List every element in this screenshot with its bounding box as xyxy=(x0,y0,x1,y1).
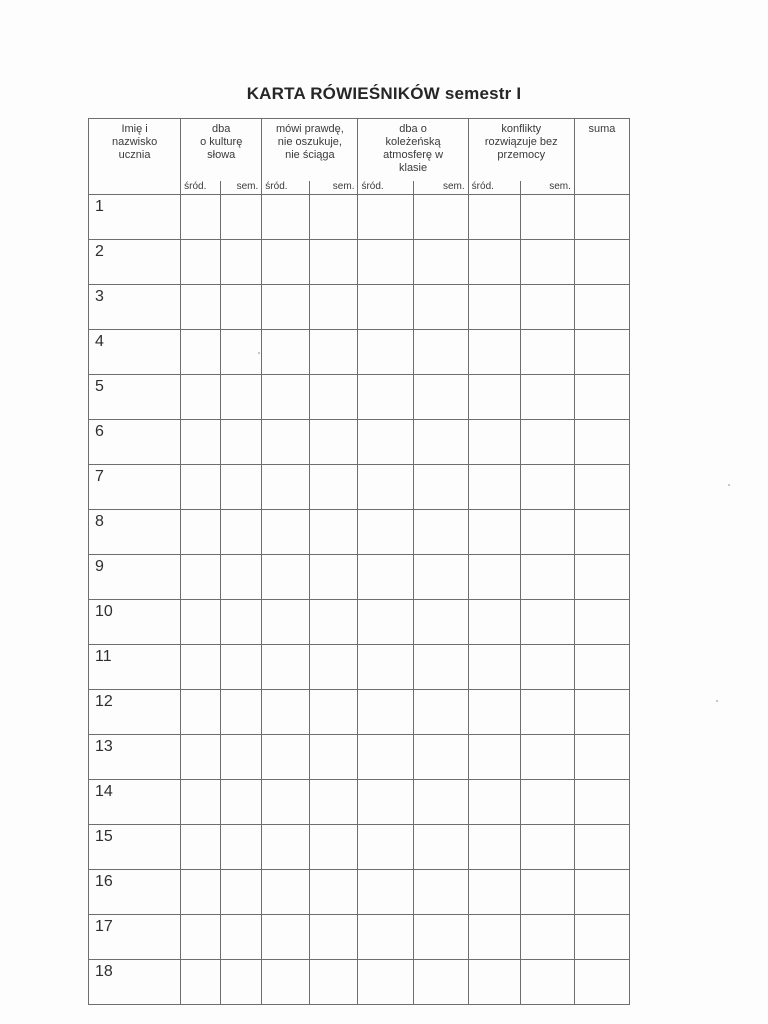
grade-cell[interactable] xyxy=(310,735,358,780)
grade-cell[interactable] xyxy=(310,690,358,735)
row-number: 9 xyxy=(89,555,181,600)
grade-cell[interactable] xyxy=(181,285,221,330)
grade-cell[interactable] xyxy=(468,510,520,555)
table-row xyxy=(89,735,630,780)
header-criterion-speech-culture: dba o kulturę słowa xyxy=(181,119,262,182)
grade-cell[interactable] xyxy=(413,600,468,645)
grade-cell[interactable] xyxy=(262,915,310,960)
table-row xyxy=(89,330,630,375)
row-number: 1 xyxy=(89,195,181,240)
grade-cell[interactable] xyxy=(262,825,310,870)
grade-cell[interactable] xyxy=(221,465,262,510)
grade-cell[interactable] xyxy=(468,555,520,600)
row-number: 12 xyxy=(89,690,181,735)
grade-cell[interactable] xyxy=(520,555,574,600)
grade-cell[interactable] xyxy=(413,330,468,375)
row-number: 8 xyxy=(89,510,181,555)
grade-cell[interactable] xyxy=(221,240,262,285)
grade-cell[interactable] xyxy=(413,825,468,870)
header-criterion-class-atmosphere: dba o koleżeńską atmosferę w klasie xyxy=(358,119,468,182)
grade-cell[interactable] xyxy=(413,690,468,735)
grade-cell[interactable] xyxy=(181,915,221,960)
grade-cell[interactable] xyxy=(468,825,520,870)
table-row xyxy=(89,600,630,645)
grade-cell[interactable] xyxy=(262,240,310,285)
grade-cell[interactable] xyxy=(358,420,413,465)
table-row xyxy=(89,195,630,240)
row-number: 17 xyxy=(89,915,181,960)
scan-speck xyxy=(716,700,718,702)
grade-cell[interactable] xyxy=(221,690,262,735)
row-number: 13 xyxy=(89,735,181,780)
grade-cell[interactable] xyxy=(358,330,413,375)
grade-cell[interactable] xyxy=(310,915,358,960)
grade-cell[interactable] xyxy=(358,510,413,555)
grade-cell[interactable] xyxy=(358,240,413,285)
grade-cell[interactable] xyxy=(221,870,262,915)
grade-cell[interactable] xyxy=(468,960,520,1005)
sum-cell[interactable] xyxy=(574,375,629,420)
grade-cell[interactable] xyxy=(520,195,574,240)
row-number: 7 xyxy=(89,465,181,510)
grade-cell[interactable] xyxy=(358,870,413,915)
grade-cell[interactable] xyxy=(413,645,468,690)
grade-cell[interactable] xyxy=(262,375,310,420)
sum-cell[interactable] xyxy=(574,465,629,510)
row-number: 3 xyxy=(89,285,181,330)
row-number: 5 xyxy=(89,375,181,420)
grade-cell[interactable] xyxy=(468,375,520,420)
grade-cell[interactable] xyxy=(358,195,413,240)
sum-cell[interactable] xyxy=(574,735,629,780)
table-row xyxy=(89,645,630,690)
grade-cell[interactable] xyxy=(221,510,262,555)
grade-cell[interactable] xyxy=(520,825,574,870)
grade-cell[interactable] xyxy=(181,645,221,690)
grade-cell[interactable] xyxy=(181,825,221,870)
grade-cell[interactable] xyxy=(358,915,413,960)
grade-cell[interactable] xyxy=(468,600,520,645)
sum-cell[interactable] xyxy=(574,195,629,240)
grade-cell[interactable] xyxy=(468,690,520,735)
student-rows xyxy=(89,195,630,1005)
table-row xyxy=(89,420,630,465)
grade-cell[interactable] xyxy=(413,735,468,780)
grade-cell[interactable] xyxy=(468,240,520,285)
row-number: 4 xyxy=(89,330,181,375)
grade-cell[interactable] xyxy=(413,195,468,240)
grade-cell[interactable] xyxy=(520,735,574,780)
sum-cell[interactable] xyxy=(574,960,629,1005)
subheader-semester: sem. xyxy=(221,181,262,195)
table-row xyxy=(89,690,630,735)
grade-cell[interactable] xyxy=(520,690,574,735)
sum-cell[interactable] xyxy=(574,645,629,690)
grade-cell[interactable] xyxy=(468,330,520,375)
scan-speck xyxy=(728,484,730,486)
peer-evaluation-table xyxy=(88,118,630,1005)
grade-cell[interactable] xyxy=(413,915,468,960)
grade-cell[interactable] xyxy=(413,960,468,1005)
grade-cell[interactable] xyxy=(262,735,310,780)
grade-cell[interactable] xyxy=(221,780,262,825)
table-row xyxy=(89,375,630,420)
grade-cell[interactable] xyxy=(262,285,310,330)
document-title: KARTA RÓWIEŚNIKÓW semestr I xyxy=(246,84,522,103)
grade-cell[interactable] xyxy=(262,195,310,240)
table-row xyxy=(89,960,630,1005)
grade-cell[interactable] xyxy=(221,330,262,375)
grade-cell[interactable] xyxy=(181,690,221,735)
grade-cell[interactable] xyxy=(310,330,358,375)
grade-cell[interactable] xyxy=(520,645,574,690)
grade-cell[interactable] xyxy=(262,645,310,690)
grade-cell[interactable] xyxy=(221,645,262,690)
table-row xyxy=(89,780,630,825)
subheader-midterm: śród. xyxy=(262,181,310,195)
sum-cell[interactable] xyxy=(574,420,629,465)
header-student-name: Imię i nazwisko ucznia xyxy=(89,119,181,195)
grade-cell[interactable] xyxy=(358,780,413,825)
grade-cell[interactable] xyxy=(358,600,413,645)
grade-cell[interactable] xyxy=(181,240,221,285)
grade-cell[interactable] xyxy=(468,915,520,960)
grade-cell[interactable] xyxy=(468,195,520,240)
grade-cell[interactable] xyxy=(520,510,574,555)
sum-cell[interactable] xyxy=(574,330,629,375)
grade-cell[interactable] xyxy=(413,375,468,420)
grade-cell[interactable] xyxy=(221,600,262,645)
grade-cell[interactable] xyxy=(358,555,413,600)
row-number: 16 xyxy=(89,870,181,915)
row-number: 15 xyxy=(89,825,181,870)
grade-cell[interactable] xyxy=(520,240,574,285)
grade-cell[interactable] xyxy=(310,240,358,285)
grade-cell[interactable] xyxy=(262,330,310,375)
header-row xyxy=(89,119,630,182)
grade-cell[interactable] xyxy=(181,465,221,510)
table-row xyxy=(89,870,630,915)
grade-cell[interactable] xyxy=(310,555,358,600)
grade-cell[interactable] xyxy=(520,420,574,465)
grade-cell[interactable] xyxy=(221,555,262,600)
grade-cell[interactable] xyxy=(181,555,221,600)
grade-cell[interactable] xyxy=(181,195,221,240)
grade-cell[interactable] xyxy=(221,285,262,330)
sum-cell[interactable] xyxy=(574,780,629,825)
grade-cell[interactable] xyxy=(262,780,310,825)
grade-cell[interactable] xyxy=(358,285,413,330)
grade-cell[interactable] xyxy=(413,510,468,555)
grade-cell[interactable] xyxy=(181,375,221,420)
grade-cell[interactable] xyxy=(413,465,468,510)
subheader-semester: sem. xyxy=(520,181,574,195)
grade-cell[interactable] xyxy=(413,285,468,330)
table-row xyxy=(89,465,630,510)
header-sum: suma xyxy=(574,119,629,195)
table-row xyxy=(89,915,630,960)
grade-cell[interactable] xyxy=(520,780,574,825)
grade-cell[interactable] xyxy=(358,735,413,780)
grade-cell[interactable] xyxy=(262,870,310,915)
sum-cell[interactable] xyxy=(574,555,629,600)
grade-cell[interactable] xyxy=(358,960,413,1005)
grade-cell[interactable] xyxy=(181,420,221,465)
grade-cell[interactable] xyxy=(221,735,262,780)
grade-cell[interactable] xyxy=(221,375,262,420)
grade-cell[interactable] xyxy=(468,285,520,330)
grade-cell[interactable] xyxy=(181,735,221,780)
grade-cell[interactable] xyxy=(468,780,520,825)
grade-cell[interactable] xyxy=(310,510,358,555)
grade-cell[interactable] xyxy=(358,690,413,735)
grade-cell[interactable] xyxy=(262,420,310,465)
grade-cell[interactable] xyxy=(468,870,520,915)
subheader-semester: sem. xyxy=(413,181,468,195)
subheader-midterm: śród. xyxy=(468,181,520,195)
grade-cell[interactable] xyxy=(520,960,574,1005)
header-criterion-conflict-resolution: konflikty rozwiązuje bez przemocy xyxy=(468,119,574,182)
grade-cell[interactable] xyxy=(181,780,221,825)
row-number: 11 xyxy=(89,645,181,690)
grade-cell[interactable] xyxy=(468,420,520,465)
grade-cell[interactable] xyxy=(468,645,520,690)
row-number: 10 xyxy=(89,600,181,645)
table-row xyxy=(89,510,630,555)
grade-cell[interactable] xyxy=(520,330,574,375)
table-row xyxy=(89,240,630,285)
grade-cell[interactable] xyxy=(181,600,221,645)
grade-cell[interactable] xyxy=(520,375,574,420)
table-row xyxy=(89,555,630,600)
grade-cell[interactable] xyxy=(262,960,310,1005)
grade-cell[interactable] xyxy=(262,555,310,600)
grade-cell[interactable] xyxy=(358,825,413,870)
grade-cell[interactable] xyxy=(310,600,358,645)
grade-cell[interactable] xyxy=(468,465,520,510)
grade-cell[interactable] xyxy=(310,645,358,690)
row-number: 2 xyxy=(89,240,181,285)
grade-cell[interactable] xyxy=(310,420,358,465)
grade-cell[interactable] xyxy=(221,825,262,870)
peer-evaluation-table-wrapper xyxy=(88,118,630,1005)
grade-cell[interactable] xyxy=(262,690,310,735)
grade-cell[interactable] xyxy=(262,600,310,645)
grade-cell[interactable] xyxy=(520,915,574,960)
grade-cell[interactable] xyxy=(310,825,358,870)
grade-cell[interactable] xyxy=(262,465,310,510)
grade-cell[interactable] xyxy=(413,240,468,285)
grade-cell[interactable] xyxy=(221,915,262,960)
grade-cell[interactable] xyxy=(310,195,358,240)
grade-cell[interactable] xyxy=(310,465,358,510)
grade-cell[interactable] xyxy=(358,375,413,420)
grade-cell[interactable] xyxy=(181,870,221,915)
row-number: 18 xyxy=(89,960,181,1005)
subheader-midterm: śród. xyxy=(358,181,413,195)
subheader-semester: sem. xyxy=(310,181,358,195)
scan-speck xyxy=(258,352,260,354)
sum-cell[interactable] xyxy=(574,825,629,870)
sum-cell[interactable] xyxy=(574,870,629,915)
grade-cell[interactable] xyxy=(413,420,468,465)
row-number: 14 xyxy=(89,780,181,825)
grade-cell[interactable] xyxy=(310,870,358,915)
sum-cell[interactable] xyxy=(574,600,629,645)
grade-cell[interactable] xyxy=(310,960,358,1005)
grade-cell[interactable] xyxy=(221,420,262,465)
header-criterion-honesty: mówi prawdę, nie oszukuje, nie ściąga xyxy=(262,119,358,182)
subheader-midterm: śród. xyxy=(181,181,221,195)
grade-cell[interactable] xyxy=(413,555,468,600)
grade-cell[interactable] xyxy=(413,780,468,825)
grade-cell[interactable] xyxy=(520,285,574,330)
sum-cell[interactable] xyxy=(574,690,629,735)
sum-cell[interactable] xyxy=(574,510,629,555)
grade-cell[interactable] xyxy=(358,645,413,690)
table-row xyxy=(89,285,630,330)
grade-cell[interactable] xyxy=(310,780,358,825)
grade-cell[interactable] xyxy=(181,960,221,1005)
row-number: 6 xyxy=(89,420,181,465)
sum-cell[interactable] xyxy=(574,285,629,330)
grade-cell[interactable] xyxy=(181,510,221,555)
sum-cell[interactable] xyxy=(574,240,629,285)
grade-cell[interactable] xyxy=(520,870,574,915)
grade-cell[interactable] xyxy=(181,330,221,375)
grade-cell[interactable] xyxy=(310,375,358,420)
grade-cell[interactable] xyxy=(413,870,468,915)
grade-cell[interactable] xyxy=(468,735,520,780)
grade-cell[interactable] xyxy=(358,465,413,510)
grade-cell[interactable] xyxy=(221,195,262,240)
table-row xyxy=(89,825,630,870)
grade-cell[interactable] xyxy=(520,600,574,645)
grade-cell[interactable] xyxy=(262,510,310,555)
grade-cell[interactable] xyxy=(310,285,358,330)
grade-cell[interactable] xyxy=(520,465,574,510)
grade-cell[interactable] xyxy=(221,960,262,1005)
sum-cell[interactable] xyxy=(574,915,629,960)
